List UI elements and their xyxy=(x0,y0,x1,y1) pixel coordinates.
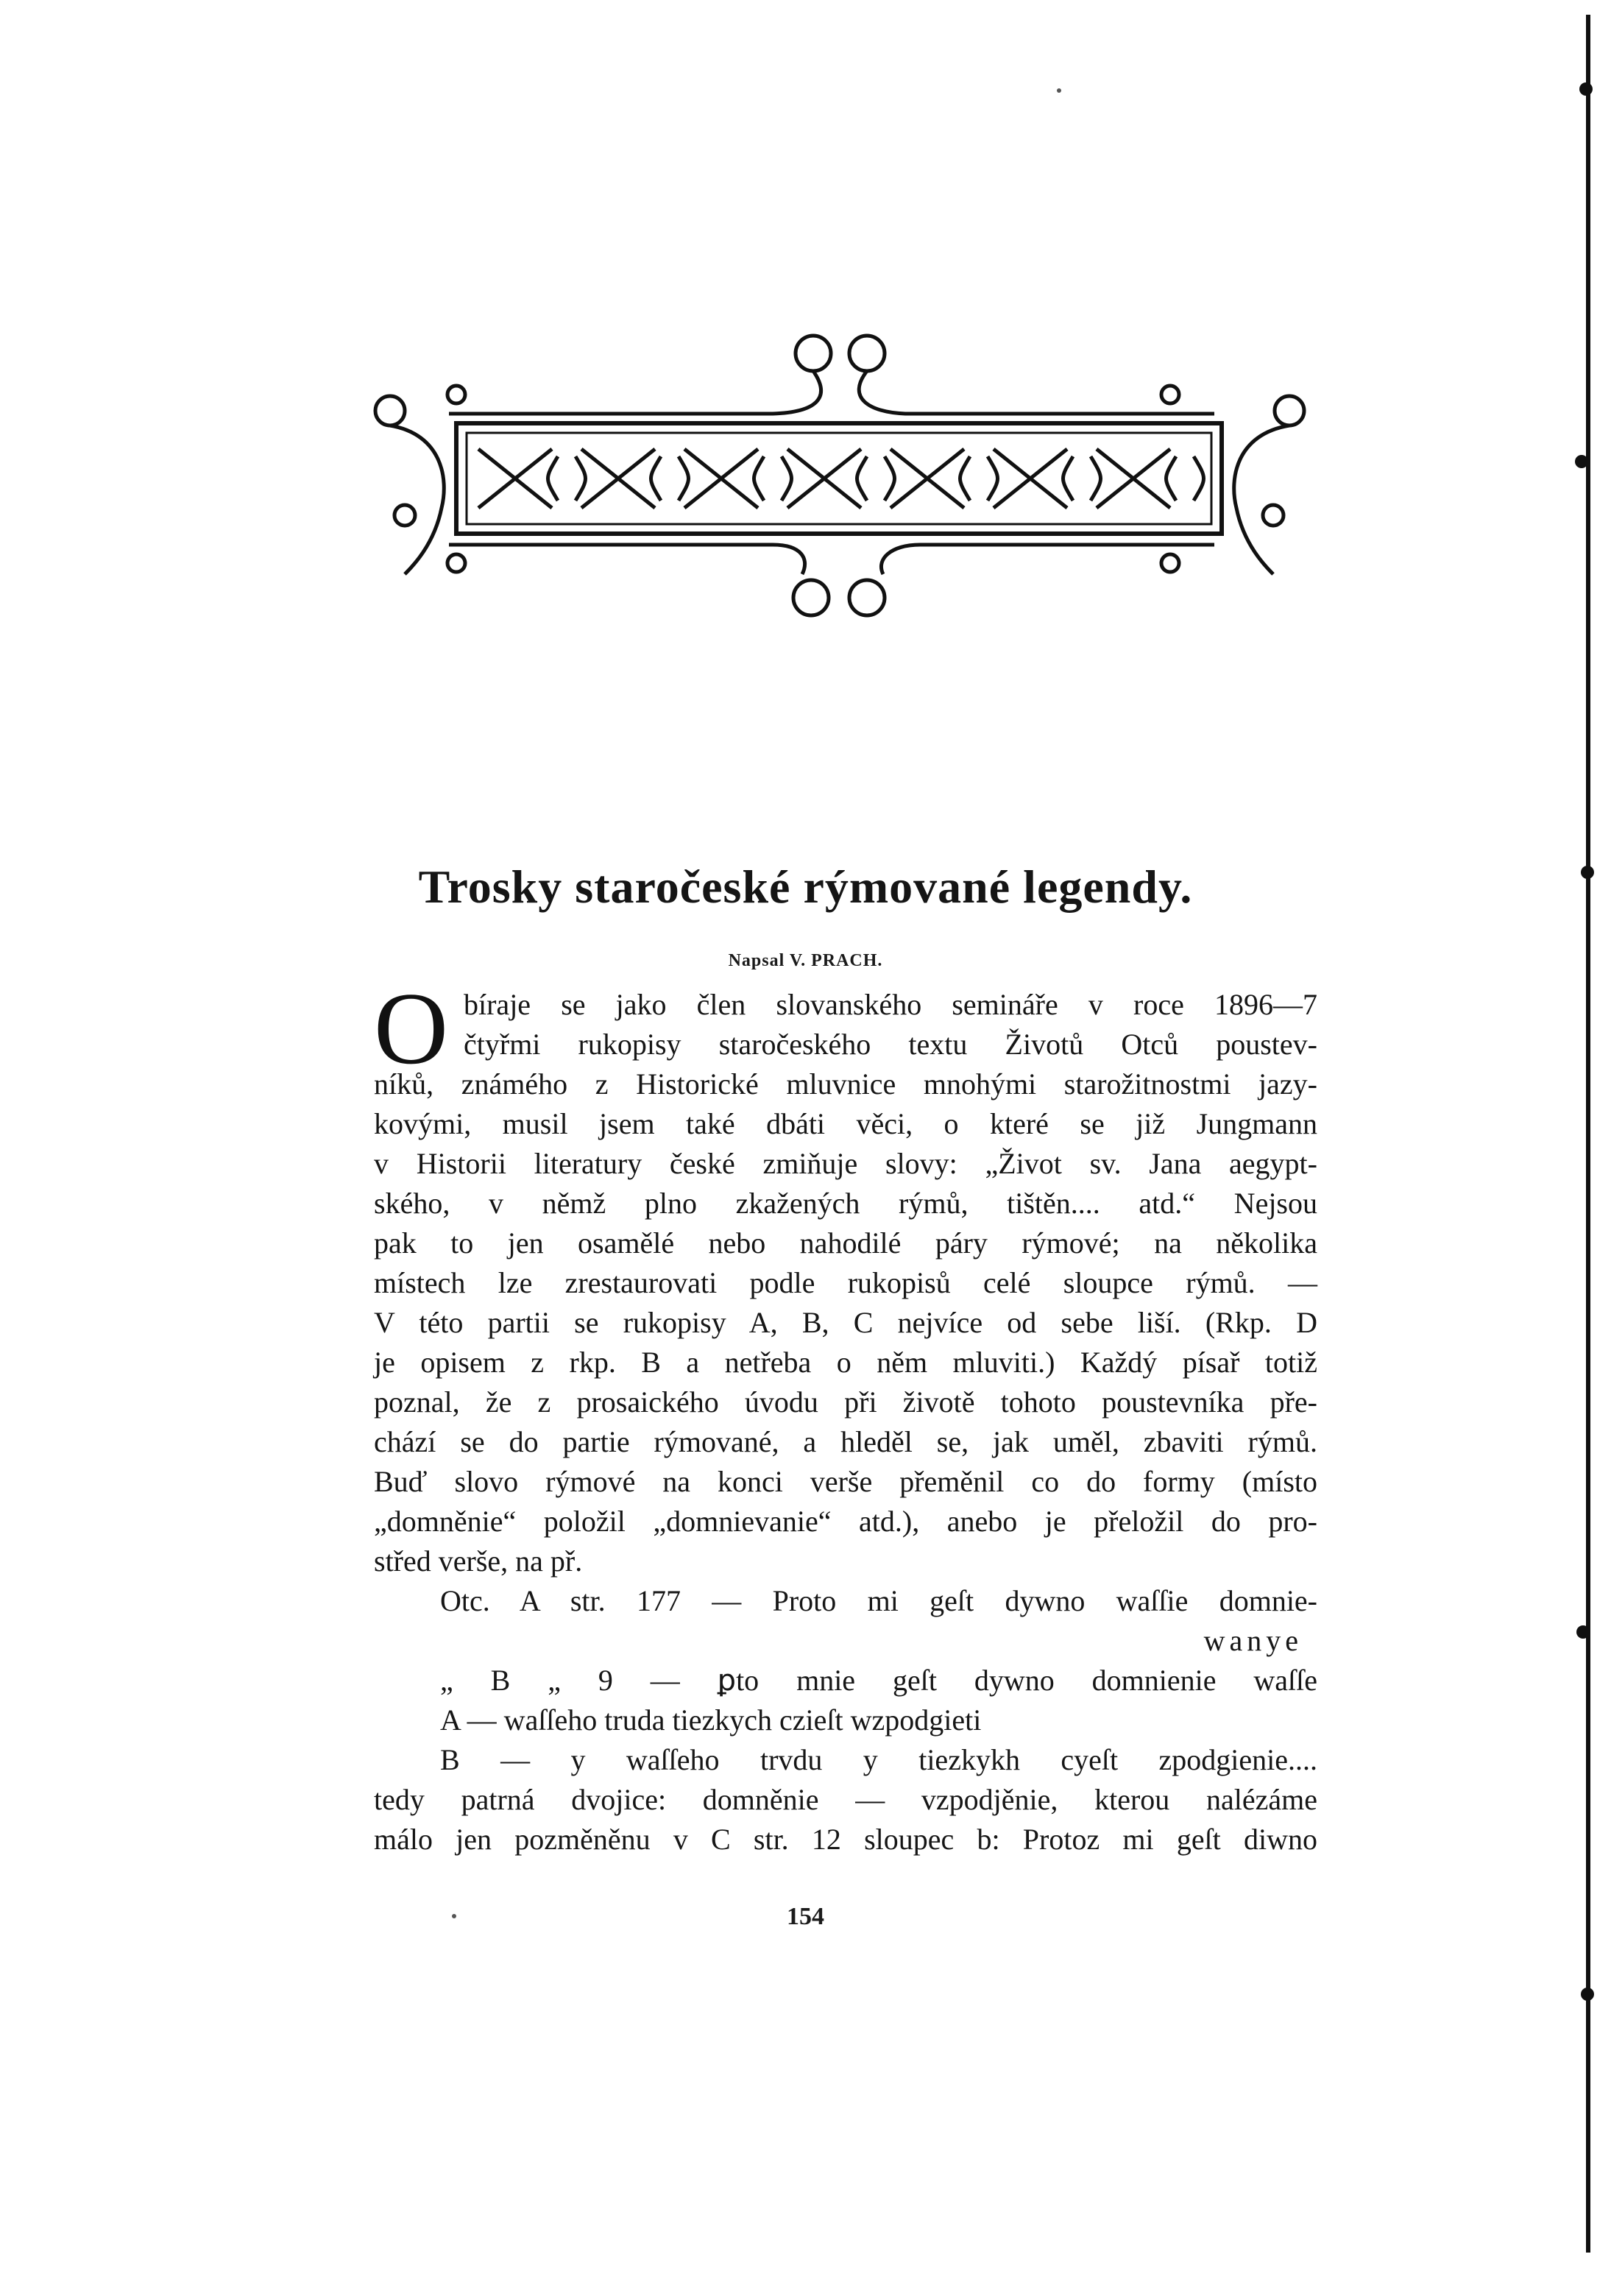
text-line: poznal, že z prosaického úvodu při životě tohoto poustevníka pře- xyxy=(374,1385,1317,1419)
speck xyxy=(1057,88,1061,93)
text-line: tedy patrná dvojice: domněnie — vzpodjěnie, kterou nalézáme xyxy=(374,1783,1317,1816)
drop-cap: O xyxy=(374,972,449,1086)
article-title: Trosky staročeské rýmované legendy. xyxy=(418,861,1193,913)
text-line: pak to jen osamělé nebo nahodilé páry rýmové; na několika xyxy=(374,1226,1317,1260)
text-line: v Historii literatury české zmiňuje slovy: „Život sv. Jana aegypt- xyxy=(374,1147,1317,1180)
quote-line: wanye xyxy=(1203,1624,1303,1657)
quote-line: A — waſſeho truda tiezkych czieſt wzpodgieti xyxy=(440,1703,982,1737)
header-ornament xyxy=(361,324,1317,633)
text-line: chází se do partie rýmované, a hleděl se, jak uměl, zbaviti rýmů. xyxy=(374,1425,1317,1458)
quote-line: „ B „ 9 — ꝑto mnie geſt dywno domnienie waſſe xyxy=(440,1664,1317,1697)
edge-mark xyxy=(1575,455,1588,468)
text-line: ského, v němž plno zkažených rýmů, tištěn.... atd.“ Nejsou xyxy=(374,1187,1317,1220)
page-number: 154 xyxy=(787,1903,824,1930)
text-line: je opisem z rkp. B a netřeba o něm mluviti.) Každý písař totiž xyxy=(374,1346,1317,1379)
text-line: kovými, musil jsem také dbáti věci, o které se již Jungmann xyxy=(374,1107,1317,1140)
author-byline: Napsal V. PRACH. xyxy=(728,951,883,970)
text-line: níků, známého z Historické mluvnice mnohými starožitnostmi jazy- xyxy=(374,1067,1317,1101)
edge-mark xyxy=(1581,1988,1594,2001)
edge-mark xyxy=(1576,1625,1590,1639)
quote-line: B — y waſſeho trvdu y tiezkykh cyeſt zpodgienie.... xyxy=(440,1743,1317,1776)
body-text xyxy=(374,972,1317,1859)
text-line: bíraje se jako člen slovanského semináře v roce 1896—7 xyxy=(464,988,1317,1021)
text-line: místech lze zrestaurovati podle rukopisů celé sloupce rýmů. — xyxy=(374,1266,1317,1299)
text-line: střed verše, na př. xyxy=(374,1544,583,1578)
edge-mark xyxy=(1579,82,1593,96)
text-line: málo jen pozměněnu v C str. 12 sloupec b: Protoz mi geſt diwno xyxy=(374,1823,1317,1856)
text-line: „domněnie“ položil „domnievanie“ atd.), anebo je přeložil do pro- xyxy=(374,1505,1317,1538)
quote-line: Otc. A str. 177 — Proto mi geſt dywno waſſie domnie- xyxy=(440,1584,1317,1617)
text-line: Buď slovo rýmové na konci verše přeměnil co do formy (místo xyxy=(374,1465,1317,1498)
text-line: čtyřmi rukopisy staročeského textu Životů Otců poustev- xyxy=(464,1028,1317,1061)
text-line: V této partii se rukopisy A, B, C nejvíce od sebe liší. (Rkp. D xyxy=(374,1306,1317,1339)
